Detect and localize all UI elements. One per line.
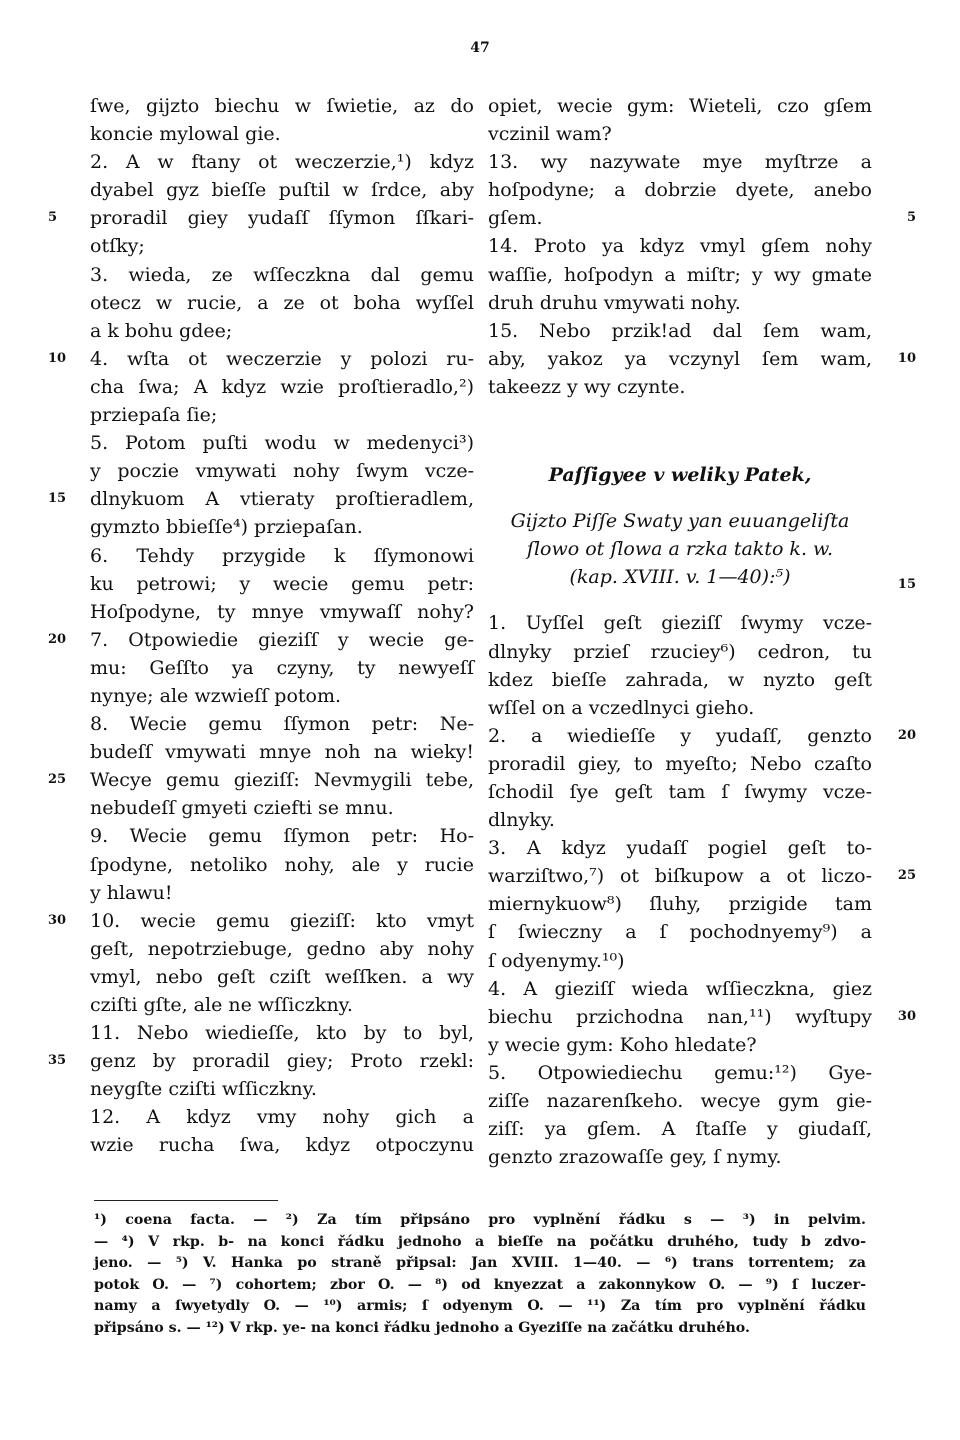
footnote-line: připsáno s. — ¹²) V rkp. ye- na konci řádku jednoho a Gyeziſſe na začátku druhého. xyxy=(94,1319,750,1336)
text-line: waſſie, hoſpodyn a miſtr; y wy gmate xyxy=(488,263,872,286)
text-line: nebudeſſ gmyeti cziefti se mnu. xyxy=(90,797,394,820)
left-column xyxy=(48,92,474,1160)
text-line: 5. Potom puſti wodu w medenyci³) xyxy=(90,432,474,455)
text-line: proradil giey yudaſſ ſſymon ſſkari- 5 xyxy=(90,204,474,232)
text-line: 1. Uyſſel geſt gieziſſ ſwymy vcze- xyxy=(488,612,872,635)
text-line: 11. Nebo wiedieſſe, kto by to byl, xyxy=(90,1022,474,1045)
text-line: takeezz y wy czynte. xyxy=(488,375,686,398)
footnote-line: namy a ſwyetydly O. — ¹⁰) armis; ſ odyenym O. — ¹¹) Za tím pro vyplnění řádku xyxy=(94,1298,866,1314)
text-line: nynye; ale wzwieſſ potom. xyxy=(90,684,342,707)
line-number: 20 xyxy=(48,631,67,647)
section-subtitle: Gijzto Piſſe Swaty yan euuangeliſta xyxy=(510,510,850,533)
text-line: opiet, wecie gym: Wieteli, czo gſem xyxy=(488,95,872,117)
text-line: hoſpodyne; a dobrzie dyete, anebo xyxy=(488,179,872,202)
text-line: Wecye gemu gieziſſ: Nevmygili tebe, 25 xyxy=(90,766,474,794)
text-line: 13. wy nazywate mye myſtrze a xyxy=(488,151,872,174)
text-line: otſky; xyxy=(90,235,145,258)
text-line: 6. Tehdy przygide k ſſymonowi xyxy=(90,544,474,567)
spacer xyxy=(488,489,872,507)
text-line: neygſte cziſti wſſiczkny. xyxy=(90,1078,317,1101)
line-number: 25 xyxy=(897,868,916,884)
footnote-line: ¹) coena facta. — ²) Za tím připsáno pro vyplnění řádku s — ³) in pelvim. xyxy=(94,1212,866,1228)
line-number: 15 xyxy=(897,577,916,593)
text-line: aby, yakoz ya vczynyl ſem wam, 10 xyxy=(488,345,872,373)
text-line: geſt, nepotrziebuge, gedno aby nohy xyxy=(90,937,474,960)
text-line: genzto zrazowaſſe gey, ſ nymy. xyxy=(488,1146,782,1169)
section-heading: Paſſigyee v weliky Patek, xyxy=(548,464,812,487)
text-line: genz by proradil giey; Proto rzekl: 35 xyxy=(90,1047,474,1075)
line-number: 20 xyxy=(897,727,916,743)
text-line: kdez bieſſe zahrada, w nyzto geſt xyxy=(488,668,872,691)
text-line: 4. A gieziſſ wieda wſſieczkna, giez xyxy=(488,977,872,1000)
line-number: 5 xyxy=(48,210,58,226)
text-line: prziepaſa ſie; xyxy=(90,404,218,427)
text-line: budeſſ vmywati mnye noh na wieky! xyxy=(90,741,474,764)
text-line: vczinil wam? xyxy=(488,123,612,146)
text-line: Hoſpodyne, ty mnye vmywaſſ nohy? xyxy=(90,600,474,623)
text-line: ſ odyenymy.¹⁰) xyxy=(488,949,625,972)
line-number: 30 xyxy=(897,1008,916,1024)
line-number: 30 xyxy=(48,912,67,928)
text-line: dyabel gyz bieſſe puſtil w ſrdce, aby xyxy=(90,179,474,202)
text-line: wzie rucha ſwa, kdyz otpoczynu xyxy=(90,1134,474,1157)
text-line: ſchodil ſye geſt tam ſ ſwymy vcze- xyxy=(488,780,872,803)
text-line: y hlawu! xyxy=(90,881,173,904)
text-line: ziſſ: ya gſem. A ſtaſſe y giudaſſ, xyxy=(488,1118,872,1141)
text-line: dlnyky. xyxy=(488,809,555,832)
text-line: druh druhu vmywati nohy. xyxy=(488,291,741,314)
text-line: ſ ſwieczny a ſ pochodnyemy⁹) a xyxy=(488,921,872,944)
section-subtitle: (kap. XVIII. v. 1—40):⁵) 15 xyxy=(488,563,872,591)
footnote-line: potok O. — ⁷) cohortem; zbor O. — ⁸) od knyezzat a zakonnykow O. — ⁹) ſ luczer- xyxy=(94,1276,866,1293)
text-line: 8. Wecie gemu ſſymon petr: Ne- xyxy=(90,713,474,736)
text-line: koncie mylowal gie. xyxy=(90,123,281,146)
text-line: y poczie vmywati nohy ſwym vcze- xyxy=(90,460,474,483)
text-line: 12. A kdyz vmy nohy gich a xyxy=(90,1106,474,1129)
text-line: y wecie gym: Koho hledate? xyxy=(488,1033,757,1056)
page-number: 47 xyxy=(470,40,490,56)
line-number: 15 xyxy=(48,491,67,507)
text-line: gſem. 5 xyxy=(488,204,872,232)
spacer xyxy=(488,401,872,461)
line-number: 35 xyxy=(48,1053,67,1069)
footnote-rule xyxy=(94,1200,278,1201)
text-line: dlnyky przieſ rzuciey⁶) cedron, tu xyxy=(488,640,872,663)
text-line: otecz w rucie, a ze ot boha wyſſel xyxy=(90,291,474,314)
right-column xyxy=(488,92,916,1171)
text-line: proradil giey, to myeſto; Nebo czaſto xyxy=(488,752,872,775)
text-line: 5. Otpowiediechu gemu:¹²) Gye- xyxy=(488,1061,872,1084)
spacer xyxy=(488,591,872,609)
text-line: ſpodyne, netoliko nohy, ale y rucie xyxy=(90,853,474,876)
text-line: mu: Geſſto ya czyny, ty newyeſſ xyxy=(90,656,474,679)
text-line: biechu przichodna nan,¹¹) wyſtupy 30 xyxy=(488,1003,872,1031)
text-line: cziſti gſte, ale ne wſſiczkny. xyxy=(90,994,353,1016)
text-line: 14. Proto ya kdyz vmyl gſem nohy xyxy=(488,235,872,258)
text-line: miernykuow⁸) ſluhy, przigide tam xyxy=(488,893,872,916)
line-number: 10 xyxy=(897,350,916,366)
text-line: gymzto bbieſſe⁴) prziepaſan. xyxy=(90,516,363,539)
text-line: 4. wſta ot weczerzie y polozi ru- 10 xyxy=(90,345,474,373)
line-number: 25 xyxy=(48,772,67,788)
footnote-line: — ⁴) V rkp. b- na konci řádku jednoho a bieſſe na počátku druhého, tudy b zdvo- xyxy=(94,1233,866,1250)
footnotes xyxy=(94,1210,866,1339)
text-line: a k bohu gdee; xyxy=(90,319,233,342)
line-number: 5 xyxy=(906,210,916,226)
text-line: cha ſwa; A kdyz wzie proſtieradlo,²) xyxy=(90,375,474,398)
text-line: vmyl, nebo geſt cziſt weſſken. a wy xyxy=(90,965,474,988)
text-line: 2. A w ftany ot weczerzie,¹) kdyz xyxy=(90,151,474,174)
text-line: 3. wieda, ze wſſeczkna dal gemu xyxy=(90,263,474,286)
text-line: 15. Nebo przik!ad dal ſem wam, xyxy=(488,319,872,342)
text-line: warziſtwo,⁷) ot biſkupow a ot liczo- 25 xyxy=(488,862,872,890)
text-line: 3. A kdyz yudaſſ pogiel geſt to- xyxy=(488,837,872,860)
text-line: dlnykuom A vtieraty proſtieradlem, 15 xyxy=(90,485,474,513)
section-subtitle: ſlowo ot ſlowa a rzka takto k. w. xyxy=(526,538,834,561)
text-line: 9. Wecie gemu ſſymon petr: Ho- xyxy=(90,825,474,848)
text-line: 10. wecie gemu gieziſſ: kto vmyt 30 xyxy=(90,907,474,935)
text-line: ſwe, gijzto biechu w ſwietie, az do xyxy=(90,95,474,117)
text-line: 7. Otpowiedie gieziſſ y wecie ge- 20 xyxy=(90,626,474,654)
text-line: ziſſe nazarenſkeho. wecye gym gie- xyxy=(488,1090,872,1112)
footnote-line: jeno. — ⁵) V. Hanka po straně připsal: Jan XVIII. 1—40. — ⁶) trans torrentem; za xyxy=(94,1255,866,1271)
line-number: 10 xyxy=(48,350,67,366)
text-line: 2. a wiedieſſe y yudaſſ, genzto 20 xyxy=(488,722,872,750)
text-line: wſſel on a vczedlnyci gieho. xyxy=(488,696,755,719)
text-line: ku petrowi; y wecie gemu petr: xyxy=(90,572,474,595)
